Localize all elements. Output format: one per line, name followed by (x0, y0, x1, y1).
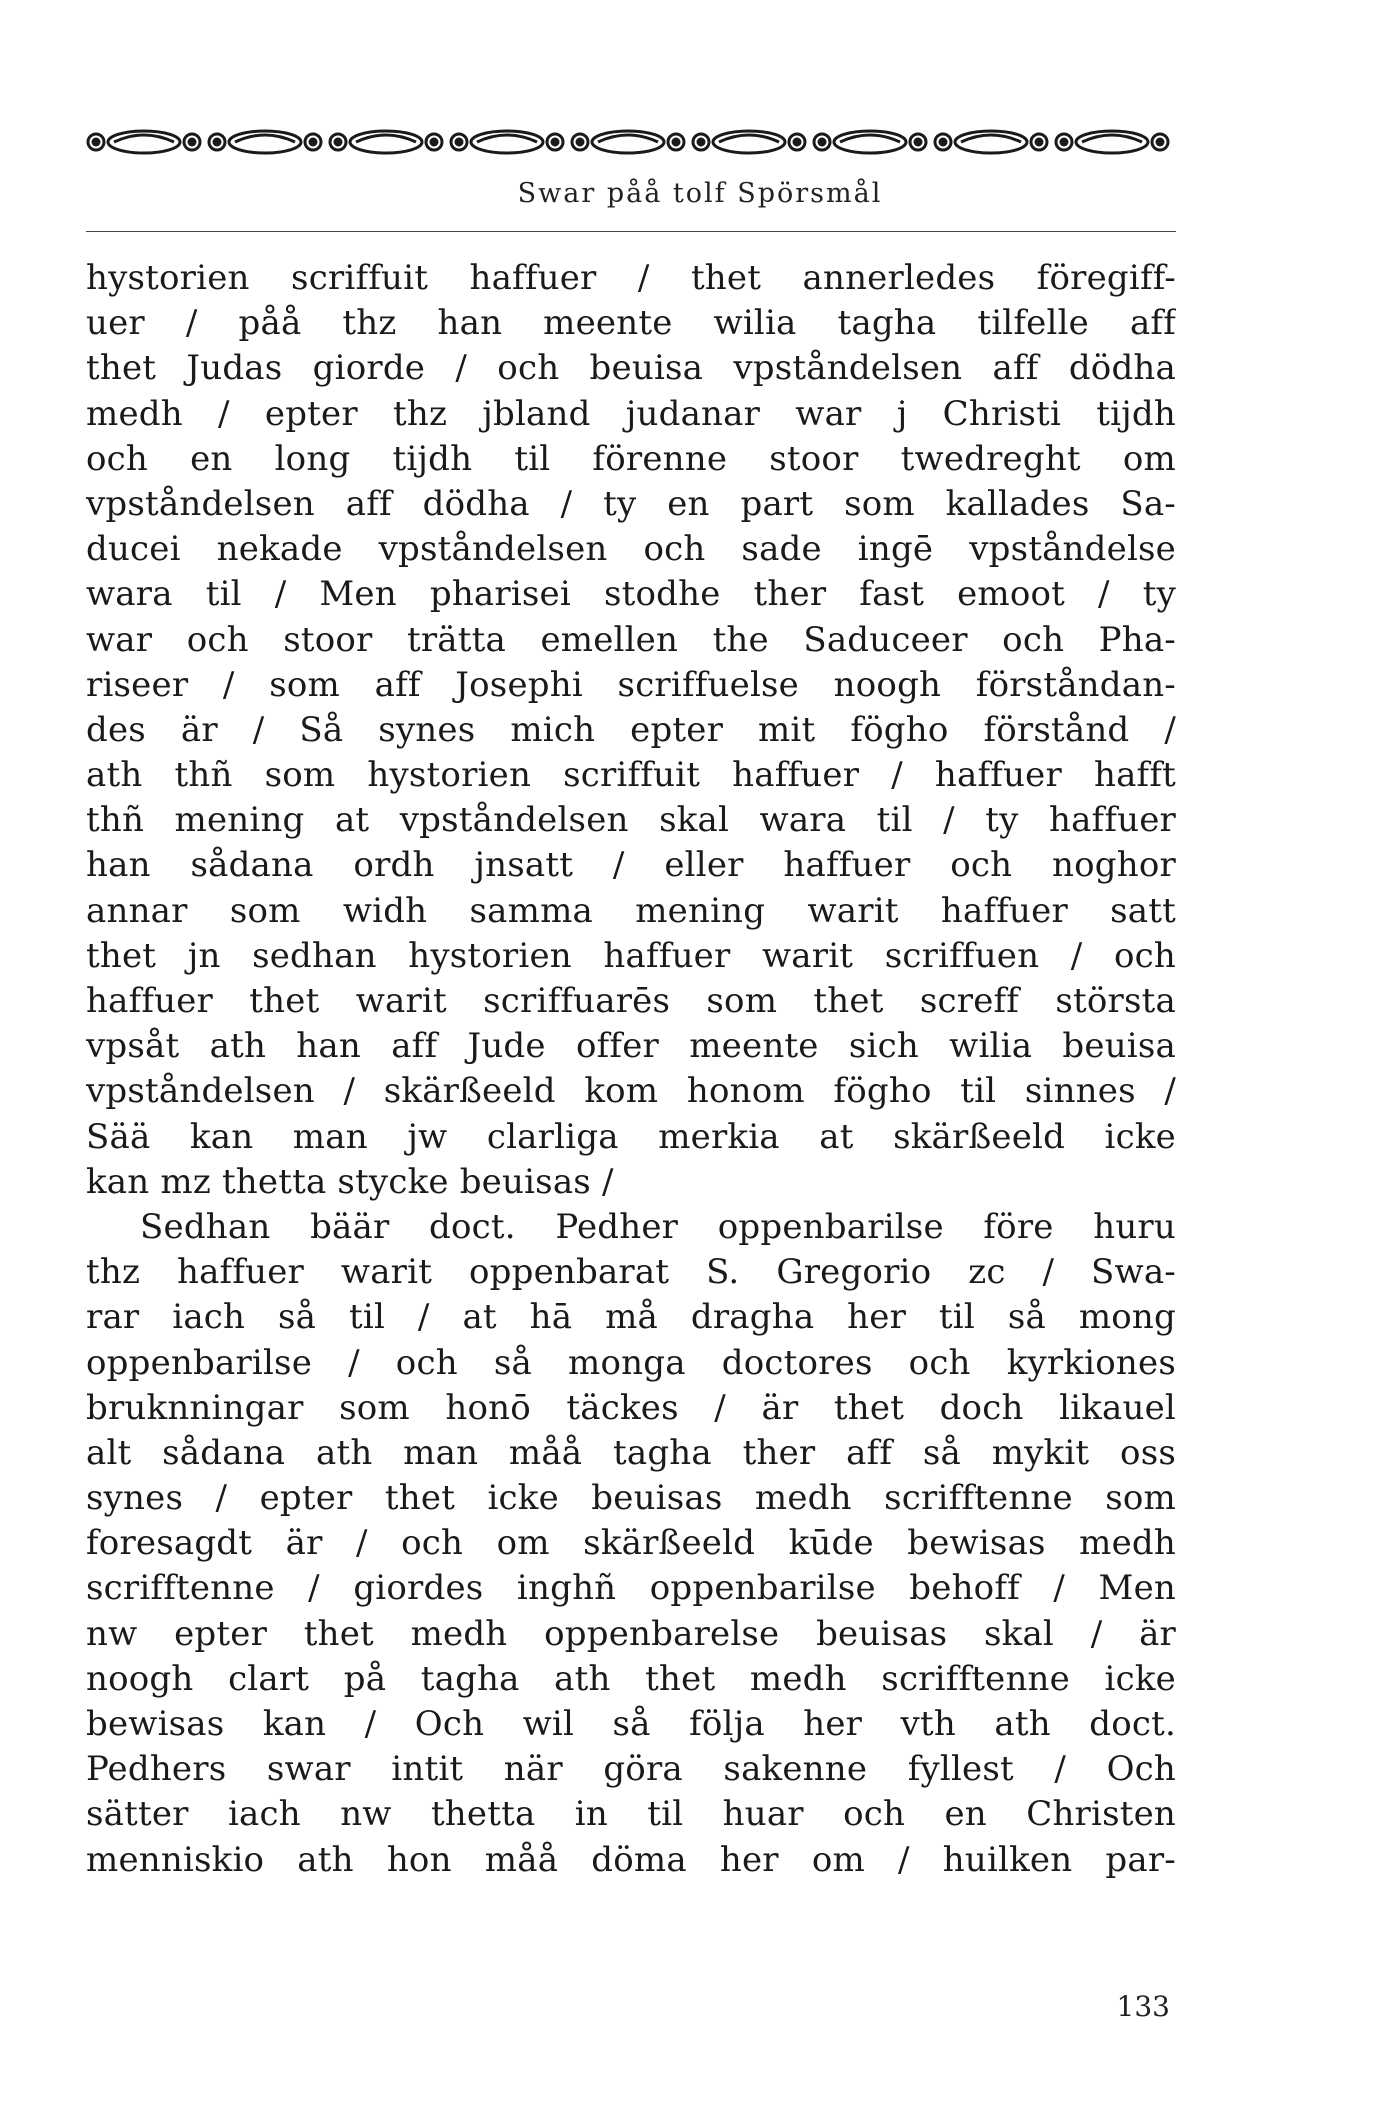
text-line: foresagdt är / och om skärßeeld kūde bewisas medh (86, 1523, 1176, 1564)
text-line: bewisas kan / Och wil så följa her vth ath doct. (86, 1704, 1176, 1744)
text-line: scrifftenne / giordes inghñ oppenbarilse behoff / Men (86, 1568, 1176, 1609)
text-line: Pedhers swar intit när göra sakenne fyllest / Och (86, 1749, 1176, 1790)
text-line: war och stoor trätta emellen the Saduceer och Pha- (86, 619, 1176, 660)
text-line: thz haffuer warit oppenbarat S. Gregorio zc / Swa- (86, 1252, 1176, 1293)
text-line: wara til / Men pharisei stodhe ther fast emoot / ty (86, 574, 1176, 615)
text-line: vpsåt ath han aff Jude offer meente sich wilia beuisa (86, 1026, 1176, 1067)
text-line: kan mz thetta stycke beuisas / (86, 1161, 614, 1202)
text-line: thñ mening at vpståndelsen skal wara til / ty haffuer (86, 800, 1176, 841)
text-line: sätter iach nw thetta in til huar och en Christen (86, 1794, 1176, 1835)
text-line: Sää kan man jw clarliga merkia at skärßeeld icke (86, 1116, 1176, 1157)
body-text (86, 256, 1176, 1883)
text-line: menniskio ath hon måå döma her om / huilken par- (86, 1839, 1176, 1880)
page-number: 133 (1116, 1990, 1170, 2023)
text-line: bruknningar som honō täckes / är thet doch likauel (86, 1387, 1176, 1428)
text-line: hystorien scriffuit haffuer / thet annerledes föregiff- (86, 258, 1176, 298)
text-line: han sådana ordh jnsatt / eller haffuer och noghor (86, 845, 1176, 886)
text-line: thet Judas giorde / och beuisa vpståndelsen aff dödha (86, 348, 1176, 389)
text-line: haffuer thet warit scriffuarēs som thet screff största (86, 981, 1176, 1021)
text-line: och en long tijdh til förenne stoor twedreght om (86, 438, 1176, 479)
running-head: Swar påå tolf Spörsmål (517, 178, 883, 209)
text-line: synes / epter thet icke beuisas medh scrifftenne som (86, 1478, 1176, 1519)
text-line: vpståndelsen aff dödha / ty en part som kallades Sa- (86, 483, 1176, 524)
text-line: uer / påå thz han meente wilia tagha tilfelle aff (86, 303, 1176, 344)
text-line: annar som widh samma mening warit haffuer satt (86, 890, 1176, 931)
text-line: des är / Så synes mich epter mit föghо förstånd / (86, 709, 1176, 750)
text-line: oppenbarilse / och så monga doctores och kyrkiones (86, 1342, 1176, 1383)
text-line: thet jn sedhan hystorien haffuer warit scriffuen / och (86, 935, 1176, 976)
text-line: ath thñ som hystorien scriffuit haffuer / haffuer hafft (86, 755, 1176, 796)
text-line: ducei nekade vpståndelsen och sade ingē vpståndelse (86, 529, 1176, 570)
text-line: alt sådana ath man måå tagha ther aff så mykit oss (86, 1432, 1176, 1473)
text-line: rar iach så til / at hā må dragha her til så mong (86, 1297, 1176, 1338)
header-rule (86, 231, 1176, 232)
ornamental-border-icon (84, 122, 1178, 162)
text-line: noogh clart på tagha ath thet medh scrifftenne icke (86, 1658, 1176, 1699)
text-line: riseer / som aff Josephi scriffuelse noogh förståndan- (86, 664, 1176, 705)
text-line: nw epter thet medh oppenbarelse beuisas skal / är (86, 1613, 1176, 1654)
text-line: medh / epter thz jbland judanar war j Christi tijdh (86, 393, 1176, 434)
text-line: Sedhan bäär doct. Pedher oppenbarilse före huru (140, 1206, 1176, 1247)
text-line: vpståndelsen / skärßeeld kom honom föghо til sinnes / (86, 1071, 1176, 1112)
